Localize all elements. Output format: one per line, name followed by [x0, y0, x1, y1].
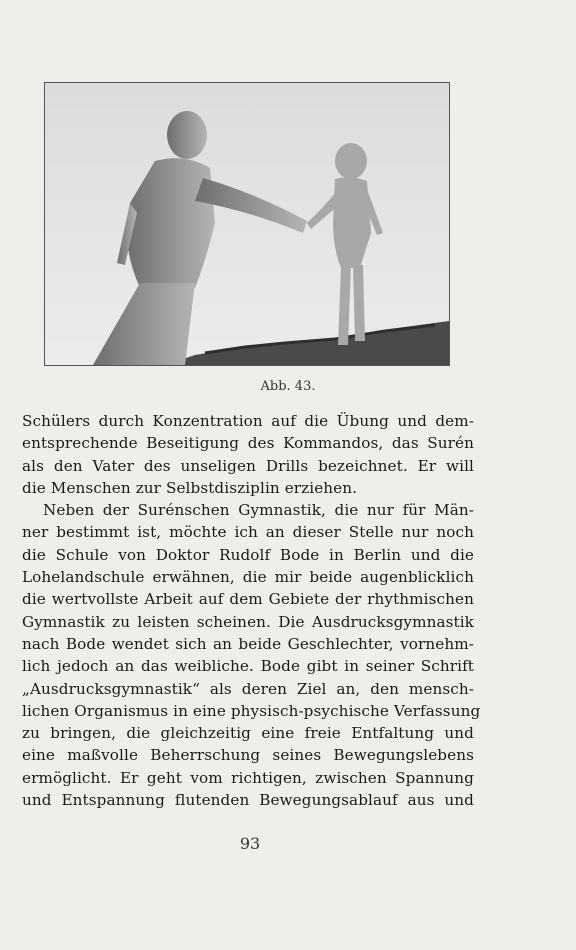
text-line: Lohelandschule erwähnen, die mir beide augenblicklich: [22, 568, 474, 587]
text-line: ermöglicht. Er geht vom richtigen, zwischen Spannung: [22, 768, 474, 787]
text-line: die Menschen zur Selbstdisziplin erziehen.: [22, 478, 358, 497]
text-line: und Entspannung flutenden Bewegungsablauf aus und: [22, 791, 474, 810]
text-line: Neben der Surénschen Gymnastik, die nur für Män-: [43, 501, 474, 520]
text-line: die wertvollste Arbeit auf dem Gebiete der rhythmischen: [22, 590, 474, 609]
figure-photograph: [44, 82, 450, 366]
text-line: Gymnastik zu leisten scheinen. Die Ausdrucksgymnastik: [22, 612, 474, 631]
text-line: entsprechende Beseitigung des Kommandos, das Surén: [22, 434, 474, 453]
text-line: eine maßvolle Beherrschung seines Bewegungslebens: [22, 746, 474, 765]
figure-caption: Abb. 43.: [260, 379, 316, 394]
text-line: als den Vater des unseligen Drills bezeichnet. Er will: [22, 456, 474, 475]
text-line: lich jedoch an das weibliche. Bode gibt in seiner Schrift: [22, 657, 474, 676]
text-line: zu bringen, die gleichzeitig eine freie Entfaltung und: [22, 724, 474, 743]
text-line: lichen Organismus in eine physisch-psychische Verfassung: [22, 701, 481, 720]
page-number: 93: [239, 834, 261, 853]
text-line: die Schule von Doktor Rudolf Bode in Berlin und die: [22, 545, 474, 564]
text-line: ner bestimmt ist, möchte ich an dieser Stelle nur noch: [22, 523, 474, 542]
text-line: nach Bode wendet sich an beide Geschlechter, vornehm-: [22, 634, 474, 653]
body-text: [22, 410, 481, 811]
text-line: „Ausdrucksgymnastik“ als deren Ziel an, den mensch-: [22, 679, 474, 698]
photograph-image: [45, 83, 449, 365]
text-line: Schülers durch Konzentration auf die Übung und dem-: [22, 412, 474, 430]
